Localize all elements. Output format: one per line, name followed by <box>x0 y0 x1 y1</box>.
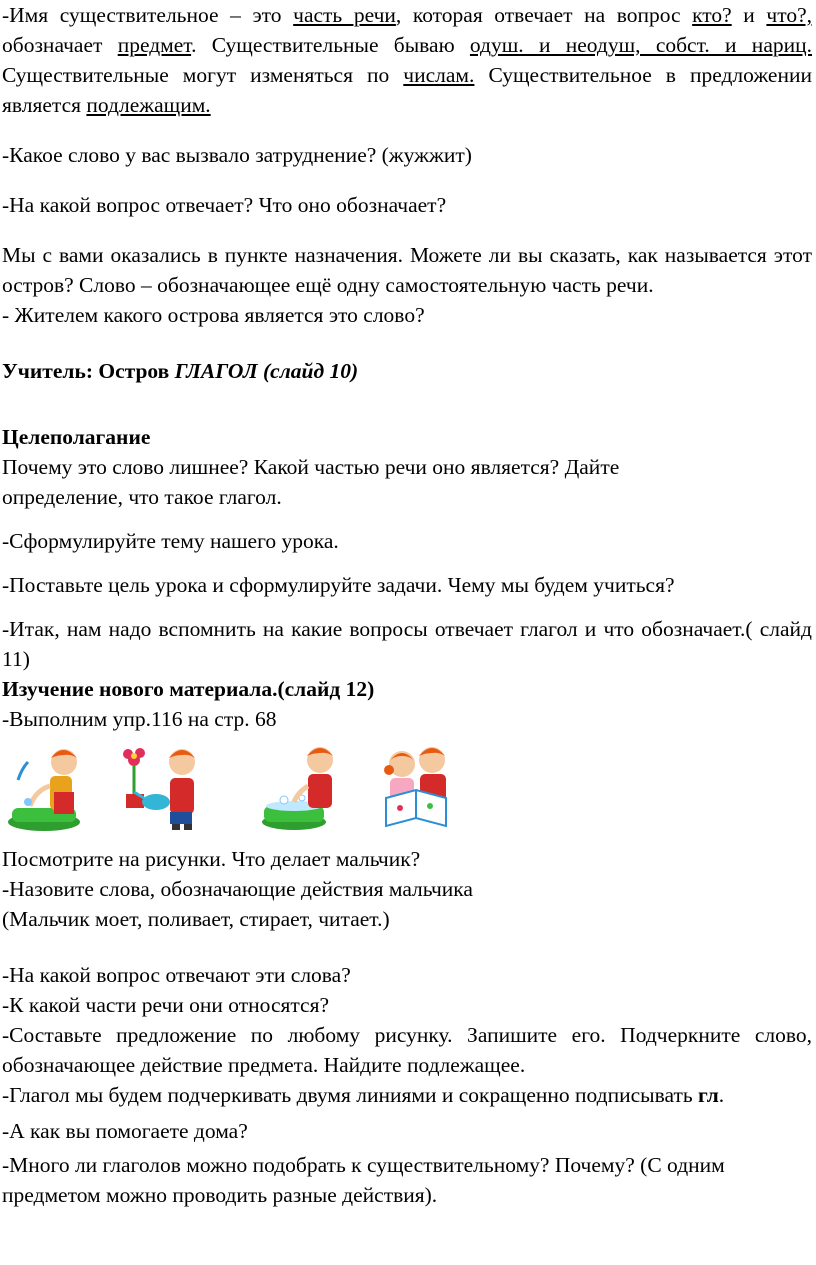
abbrev-gl: гл <box>698 1083 719 1107</box>
boy-washing-picture <box>4 740 100 836</box>
question-words: -На какой вопрос отвечают эти слова? <box>2 963 351 987</box>
many-verbs: -Много ли глаголов можно подобрать к существительному? Почему? (С одним предметом можно проводить разные действия). <box>2 1153 725 1207</box>
teacher-line: Учитель: Остров ГЛАГОЛ (слайд 10) <box>2 359 359 383</box>
term-what: что?, <box>766 3 812 27</box>
goal-text: Почему это слово лишнее? Какой частью речи оно является? Дайте определение, что такое глагол. <box>2 455 620 509</box>
term-subject: подлежащим. <box>86 93 211 117</box>
name-actions: -Назовите слова, обозначающие действия мальчика <box>2 877 473 901</box>
term-who: кто? <box>692 3 732 27</box>
term-types: одуш. и неодуш, собст. и нариц. <box>469 33 812 57</box>
help-at-home: -А как вы помогаете дома? <box>2 1119 248 1143</box>
boy-watering-picture <box>120 740 216 836</box>
make-sentence: -Составьте предложение по любому рисунку. Запишите его. Подчеркните слово, обозначающее действие предмета. Найдите подлежащее. <box>2 1023 812 1077</box>
underline-verb: -Глагол мы будем подчеркивать двумя линиями и сокращенно подписывать гл. <box>2 1083 725 1107</box>
kids-reading-picture <box>372 740 468 840</box>
task-recall: -Итак, нам надо вспомнить на какие вопросы отвечает глагол и что обозначает.( слайд 11) <box>2 617 812 671</box>
question-difficulty: -Какое слово у вас вызвало затруднение? (жужжит) <box>2 143 472 167</box>
term-part-of-speech: часть речи <box>293 3 396 27</box>
island-paragraph: Мы с вами оказались в пункте назначения. Можете ли вы сказать, как называется этот остров? Слово – обозначающее ещё одну самостоятельную часть речи. <box>2 243 812 297</box>
task-goal: -Поставьте цель урока и сформулируйте задачи. Чему мы будем учиться? <box>2 573 675 597</box>
actions-answer: (Мальчик моет, поливает, стирает, читает.) <box>2 907 390 931</box>
intro-paragraph: -Имя существительное – это часть речи, которая отвечает на вопрос кто? и что?, обозначает предмет. Существительные бываю одуш. и неодуш, собст. и нариц. Существительные могут изменяться по числам. Существительное в предложении является подлежащим. <box>2 3 812 117</box>
boy-laundry-picture <box>258 740 358 836</box>
exercise-line: -Выполним упр.116 на стр. 68 <box>2 707 277 731</box>
topic-verb: ГЛАГОЛ (слайд 10) <box>174 359 359 383</box>
question-meaning: -На какой вопрос отвечает? Что оно обозначает? <box>2 193 447 217</box>
island-question: - Жителем какого острова является это слово? <box>2 303 425 327</box>
question-part-of-speech: -К какой части речи они относятся? <box>2 993 330 1017</box>
new-material-heading: Изучение нового материала.(слайд 12) <box>2 677 375 701</box>
term-numbers: числам. <box>403 63 475 87</box>
look-at-pictures: Посмотрите на рисунки. Что делает мальчик? <box>2 847 421 871</box>
task-topic: -Сформулируйте тему нашего урока. <box>2 529 339 553</box>
term-object: предмет <box>117 33 192 57</box>
goal-heading: Целеполагание <box>2 425 151 449</box>
pictures-row <box>0 740 812 840</box>
